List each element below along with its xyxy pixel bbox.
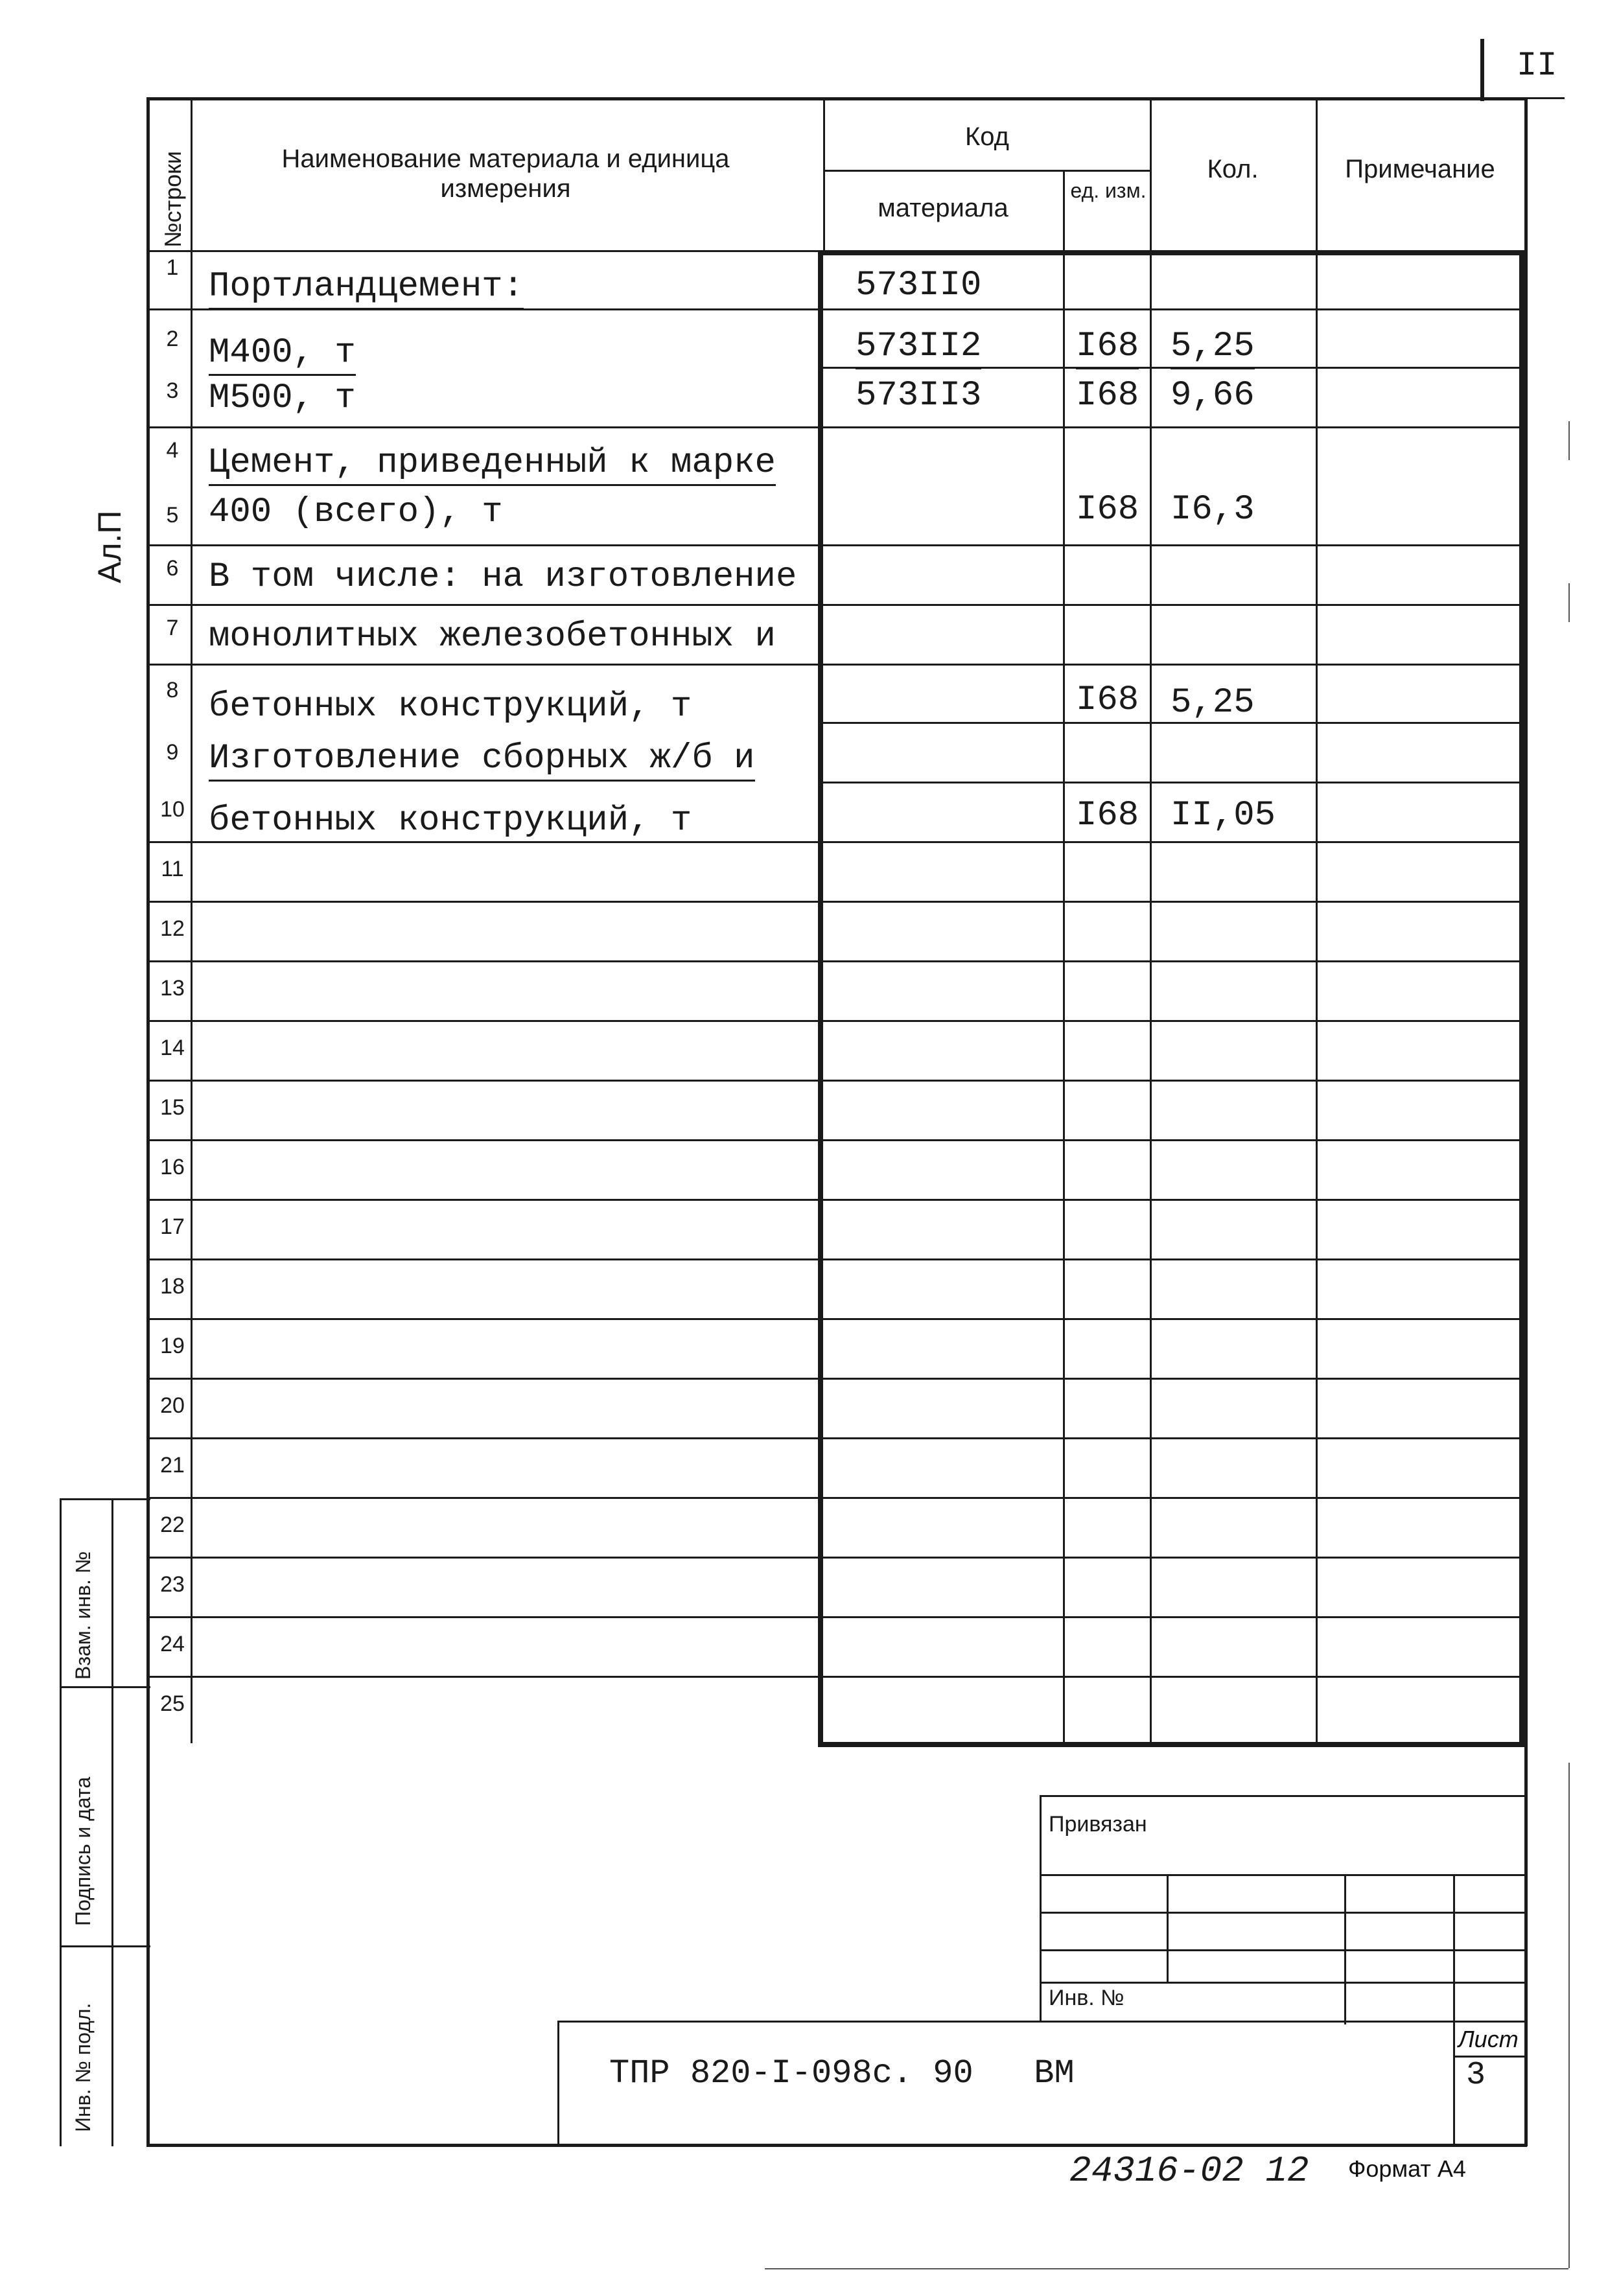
row-line-18 [146,1378,1524,1380]
header-code-material: материала [878,194,1008,222]
row-unit: I68 [1076,327,1139,369]
row-line-22 [146,1616,1524,1618]
row-number: 13 [160,976,185,1001]
side-label: Ал.П [91,510,128,583]
col-rownum-right [191,97,192,1743]
header-name: Наименование материала и единица измерения [281,145,730,203]
row-line-12 [146,1020,1524,1022]
row-number: 24 [160,1632,185,1656]
row-qty: 9,66 [1171,376,1255,415]
row-name: Портландцемент: [209,267,524,310]
row-line-17 [146,1318,1524,1320]
tb-desig-left [557,2021,559,2145]
row-name: бетонных конструкций, т [209,687,692,726]
tb-col-1 [1167,1874,1169,1982]
row-unit: I68 [1076,680,1139,720]
stamp-outer-left [60,1498,62,2146]
frame-bottom [146,2144,1527,2147]
header-note: Примечание [1345,155,1495,183]
row-number: 20 [160,1393,185,1418]
row-line-19 [146,1437,1524,1439]
row-name: бетонных конструкций, т [209,801,692,841]
header-row-no: №строки [159,150,186,248]
row-number: 14 [160,1036,185,1060]
row-number: 19 [160,1334,185,1358]
document-designation: ТПР 820-I-098с. 90 ВМ [609,2054,1075,2093]
row-unit: I68 [1076,796,1139,835]
row-qty: 5,25 [1171,683,1255,723]
tb-inv-no: Инв. № [1049,1986,1124,2010]
row-line-4 [146,544,1524,546]
stamp-div2 [60,1945,150,1947]
row-name: Цемент, приведенный к марке [209,443,776,486]
scan-margin-right [1568,1763,1570,2268]
row-number: 3 [166,378,179,403]
row-unit: I68 [1076,376,1139,415]
row-line-13 [146,1080,1524,1082]
header-code-split [823,170,1151,172]
tb-linked: Привязан [1049,1812,1147,1837]
stamp-top [60,1498,150,1500]
frame-top [146,97,1527,100]
thick-box-bottom [818,1742,1524,1747]
sheet-number: 3 [1466,2057,1486,2094]
row-line-9 [146,841,1524,843]
row-number: 22 [160,1513,185,1537]
tb-top [1040,1795,1526,1797]
row-number: 12 [160,916,185,941]
row-number: 23 [160,1572,185,1597]
scan-margin-bottom [765,2268,1568,2269]
row-number: 11 [161,857,184,881]
row-number: 10 [160,797,185,822]
row-number: 25 [160,1691,185,1716]
row-name: М400, т [209,333,356,376]
row-number: 6 [166,556,179,581]
row-number: 1 [166,255,179,280]
page-number: II [1517,47,1557,85]
row-line-3 [146,426,1524,428]
stamp-inner-left [111,1498,113,2146]
stamp-inventory-orig: Инв. № подл. [71,2002,95,2132]
row-qty: II,05 [1171,796,1276,835]
frame-right [1524,97,1528,2146]
tb-left [1040,1795,1042,2022]
tb-desig-top [557,2021,1526,2023]
row-line-10 [146,901,1524,903]
row-code: 573II2 [856,327,981,369]
stamp-div1 [60,1686,150,1688]
row-line-20 [146,1497,1524,1499]
thick-box-left [818,250,823,1747]
row-qty: I6,3 [1171,490,1255,529]
row-line-15 [146,1199,1524,1201]
stamp-replace-inv: Взам. инв. № [71,1551,95,1680]
sheet-label: Лист [1458,2026,1519,2052]
row-number: 9 [166,740,179,765]
col-qty-left [1150,97,1152,1743]
tb-col-3 [1453,1874,1455,2144]
row-code: 573II0 [856,266,982,305]
row-line-21 [146,1557,1524,1559]
row-number: 21 [160,1453,185,1478]
row-line-6 [146,664,1524,666]
scan-margin-tick-1 [1568,421,1570,460]
row-number: 2 [166,327,179,351]
header-code-unit: ед. изм. [1070,179,1147,202]
row-line-11 [146,960,1524,962]
row-code: 573II3 [856,376,982,415]
format-label: Формат А4 [1348,2155,1466,2182]
col-unit-left [1063,170,1065,1745]
row-number: 15 [160,1095,185,1120]
footer-number: 24316-02 12 [1069,2150,1309,2192]
row-line-16 [146,1258,1524,1260]
page-number-divider [1480,39,1484,101]
header-qty: Кол. [1207,155,1259,183]
col-note-left [1316,97,1318,1743]
row-number: 8 [166,678,179,702]
col-name-right [823,97,825,253]
row-unit: I68 [1076,490,1139,529]
scan-margin-tick-2 [1568,583,1570,622]
row-line-8 [818,782,1524,783]
tb-col-2 [1344,1874,1346,2024]
row-line-14 [146,1139,1524,1141]
row-number: 7 [166,616,179,640]
row-number: 5 [166,503,179,528]
thick-box-top [818,250,1524,255]
header-code: Код [964,122,1009,151]
row-number: 17 [160,1214,185,1239]
row-line-23 [146,1676,1524,1678]
row-name: монолитных железобетонных и [209,617,776,656]
row-number: 16 [160,1155,185,1179]
thick-box-right [1519,250,1524,1747]
row-number: 18 [160,1274,185,1299]
row-name: В том числе: на изготовление [209,557,797,597]
frame-left [146,97,150,2146]
row-name: 400 (всего), т [209,493,503,532]
row-qty: 5,25 [1171,327,1255,369]
row-name: Изготовление сборных ж/б и [209,739,755,782]
row-line-5 [146,604,1524,606]
row-name: М500, т [209,378,356,418]
stamp-signature-date: Подпись и дата [71,1776,95,1926]
row-number: 4 [166,438,179,463]
tb-sheet-split [1453,2056,1526,2058]
